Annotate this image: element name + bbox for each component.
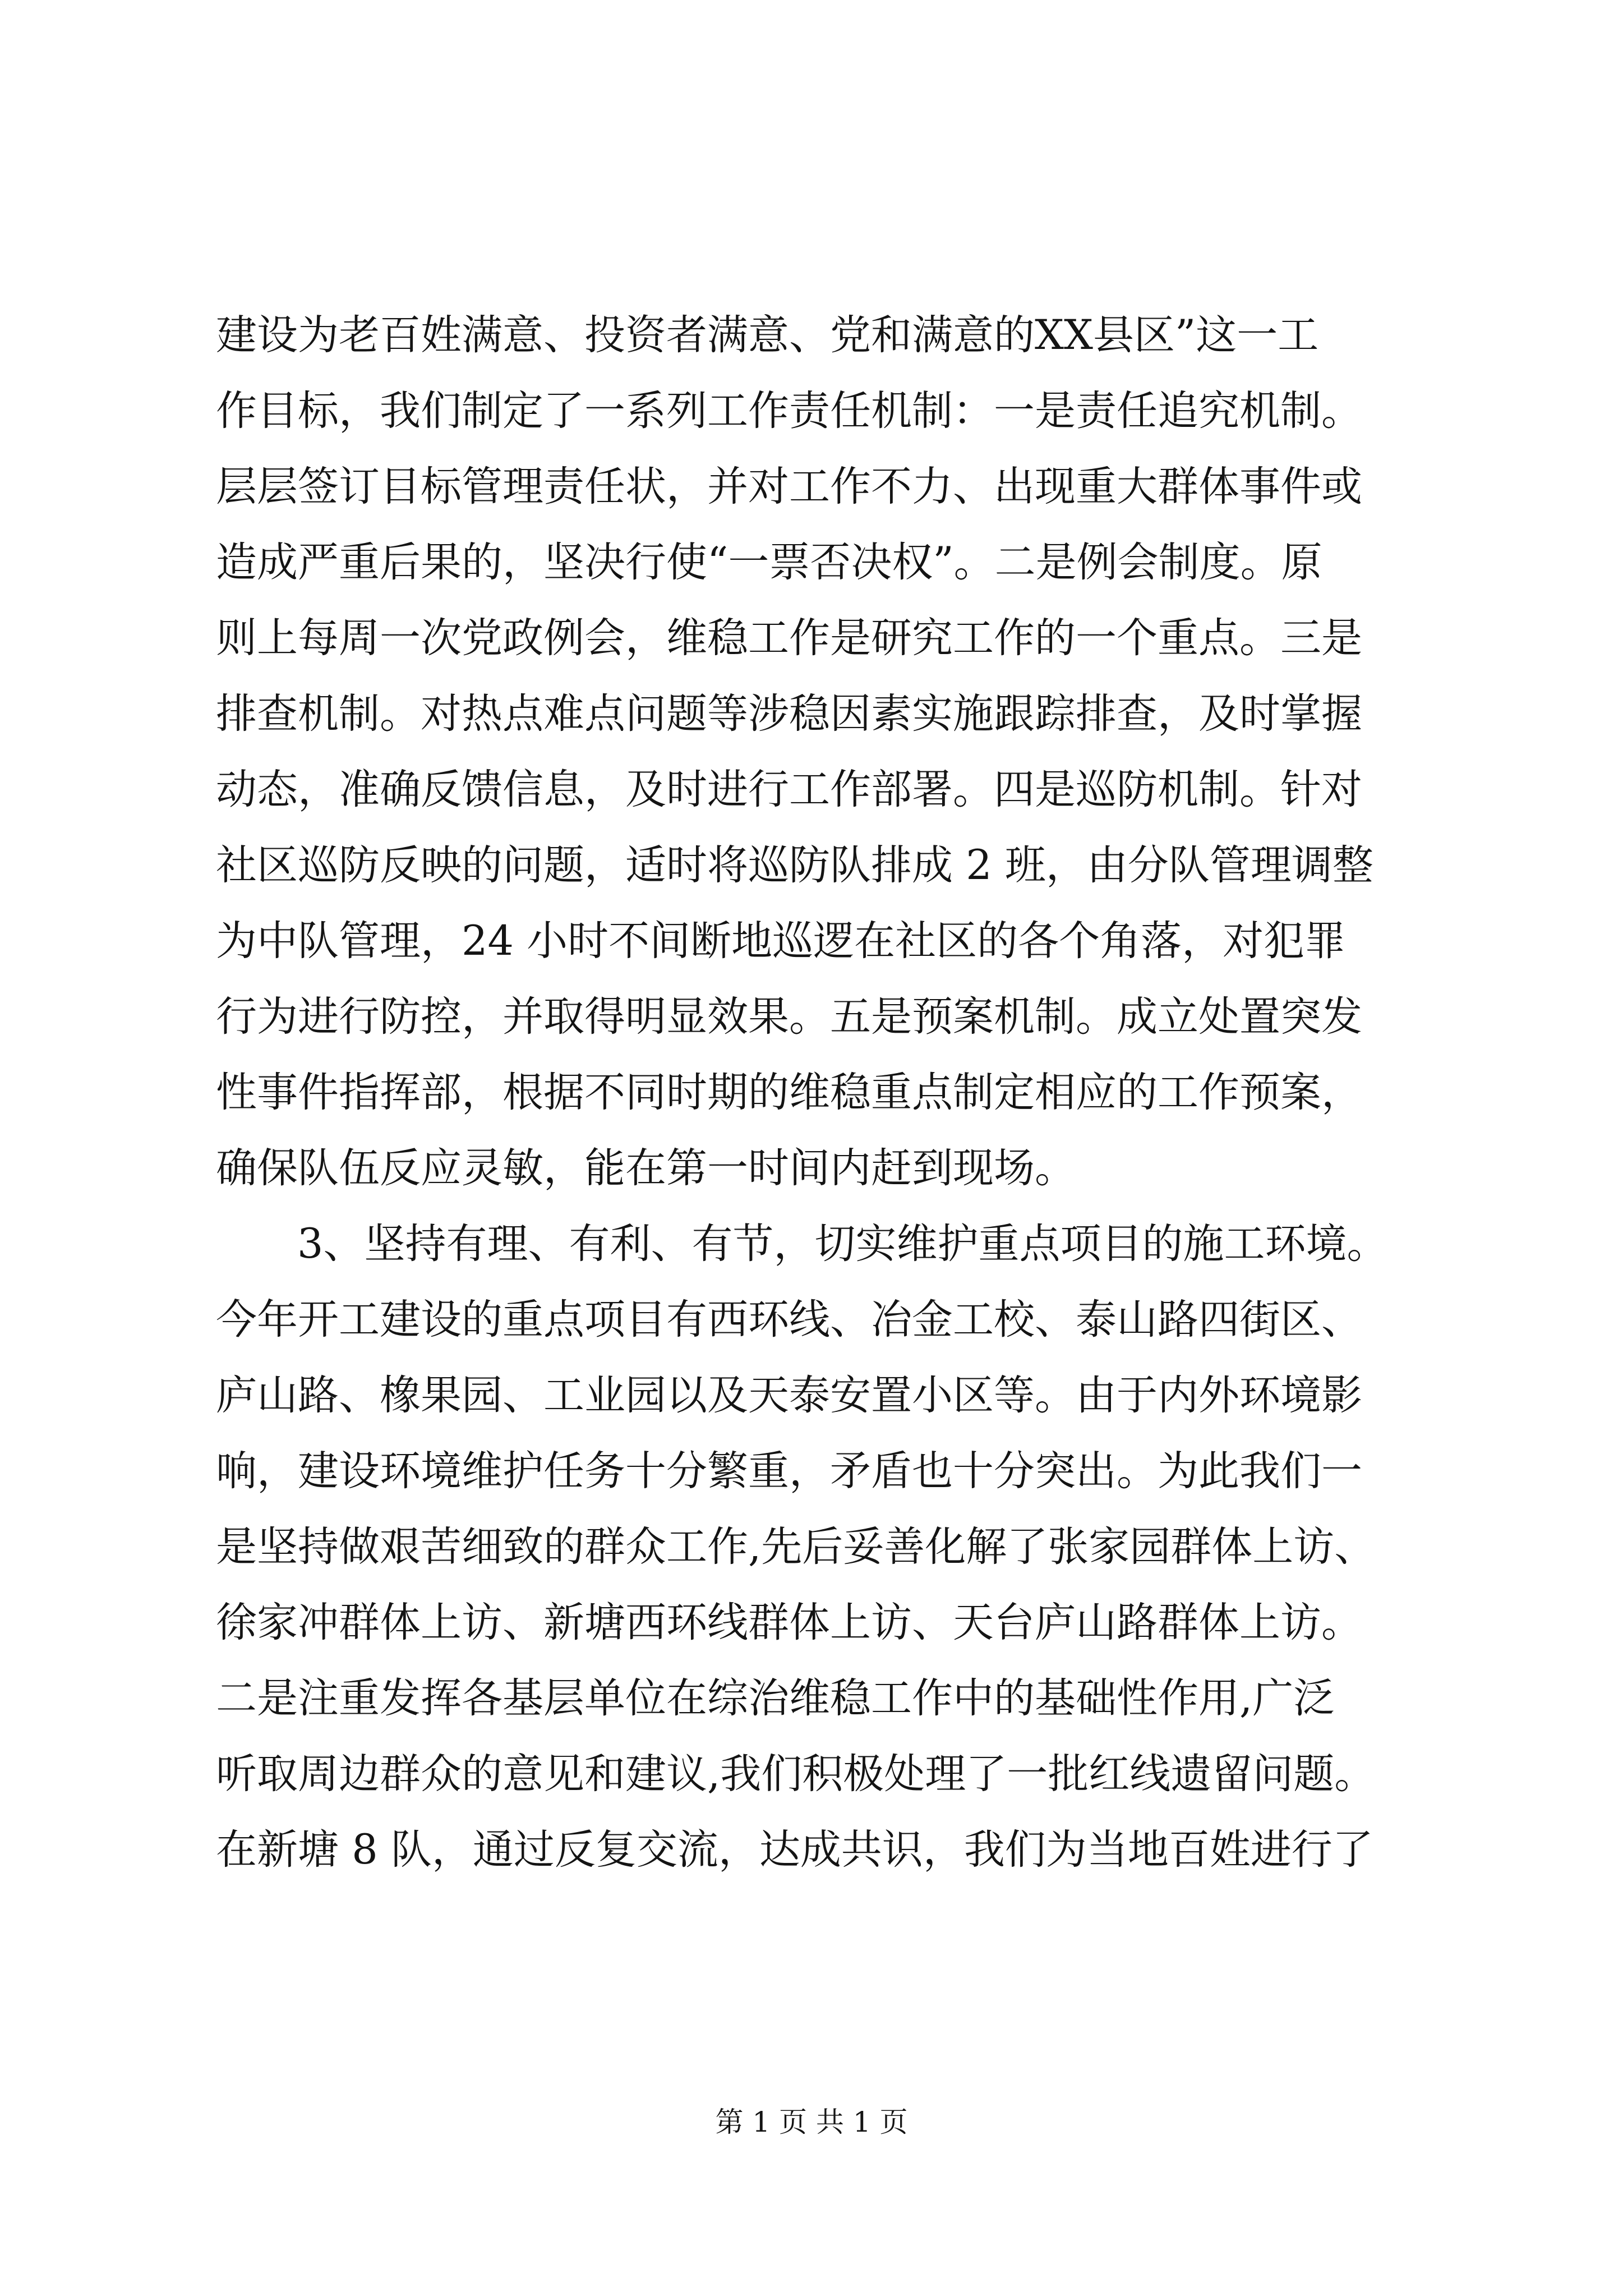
text-line: 听取周边群众的意见和建议,我们积极处理了一批红线遗留问题。: [216, 1750, 1376, 1798]
text-line: 性事件指挥部，根据不同时期的维稳重点制定相应的工作预案，: [216, 1069, 1362, 1116]
text-line: 确保队伍反应灵敏，能在第一时间内赶到现场。: [216, 1144, 1076, 1192]
page-number: 第 1 页 共 1 页: [715, 2106, 908, 2138]
text-line: 响，建设环境维护任务十分繁重，矛盾也十分突出。为此我们一: [216, 1447, 1362, 1495]
paragraph-start-line: 3、坚持有理、有利、有节，切实维护重点项目的施工环境。: [297, 1220, 1388, 1268]
text-line: 为中队管理，24 小时不间断地巡逻在社区的各个角落，对犯罪: [216, 917, 1346, 965]
text-line: 徐家冲群体上访、新塘西环线群体上访、天台庐山路群体上访。: [216, 1599, 1362, 1646]
text-line: 行为进行防控，并取得明显效果。五是预案机制。成立处置突发: [216, 993, 1362, 1041]
page-footer: [0, 2102, 1623, 2142]
text-line: 今年开工建设的重点项目有西环线、冶金工校、泰山路四街区、: [216, 1296, 1362, 1343]
text-line: 则上每周一次党政例会，维稳工作是研究工作的一个重点。三是: [216, 614, 1362, 662]
text-line: 庐山路、橡果园、工业园以及天泰安置小区等。由于内外环境影: [216, 1372, 1362, 1419]
text-line: 社区巡防反映的问题，适时将巡防队排成 2 班，由分队管理调整: [216, 841, 1373, 889]
text-line: 造成严重后果的，坚决行使“一票否决权”。二是例会制度。原: [216, 539, 1322, 586]
text-line: 动态，准确反馈信息，及时进行工作部署。四是巡防机制。针对: [216, 766, 1362, 813]
text-line: 作目标，我们制定了一系列工作责任机制：一是责任追究机制。: [216, 387, 1362, 435]
text-line: 排查机制。对热点难点问题等涉稳因素实施跟踪排查，及时掌握: [216, 690, 1362, 738]
text-line: 二是注重发挥各基层单位在综治维稳工作中的基础性作用,广泛: [216, 1674, 1335, 1722]
text-line: 在新塘 8 队，通过反复交流，达成共识，我们为当地百姓进行了: [216, 1826, 1373, 1874]
text-line: 是坚持做艰苦细致的群众工作,先后妥善化解了张家园群体上访、: [216, 1523, 1376, 1571]
text-line: 层层签订目标管理责任状，并对工作不力、出现重大群体事件或: [216, 463, 1362, 510]
text-line: 建设为老百姓满意、投资者满意、党和满意的XX县区”这一工: [216, 311, 1319, 359]
